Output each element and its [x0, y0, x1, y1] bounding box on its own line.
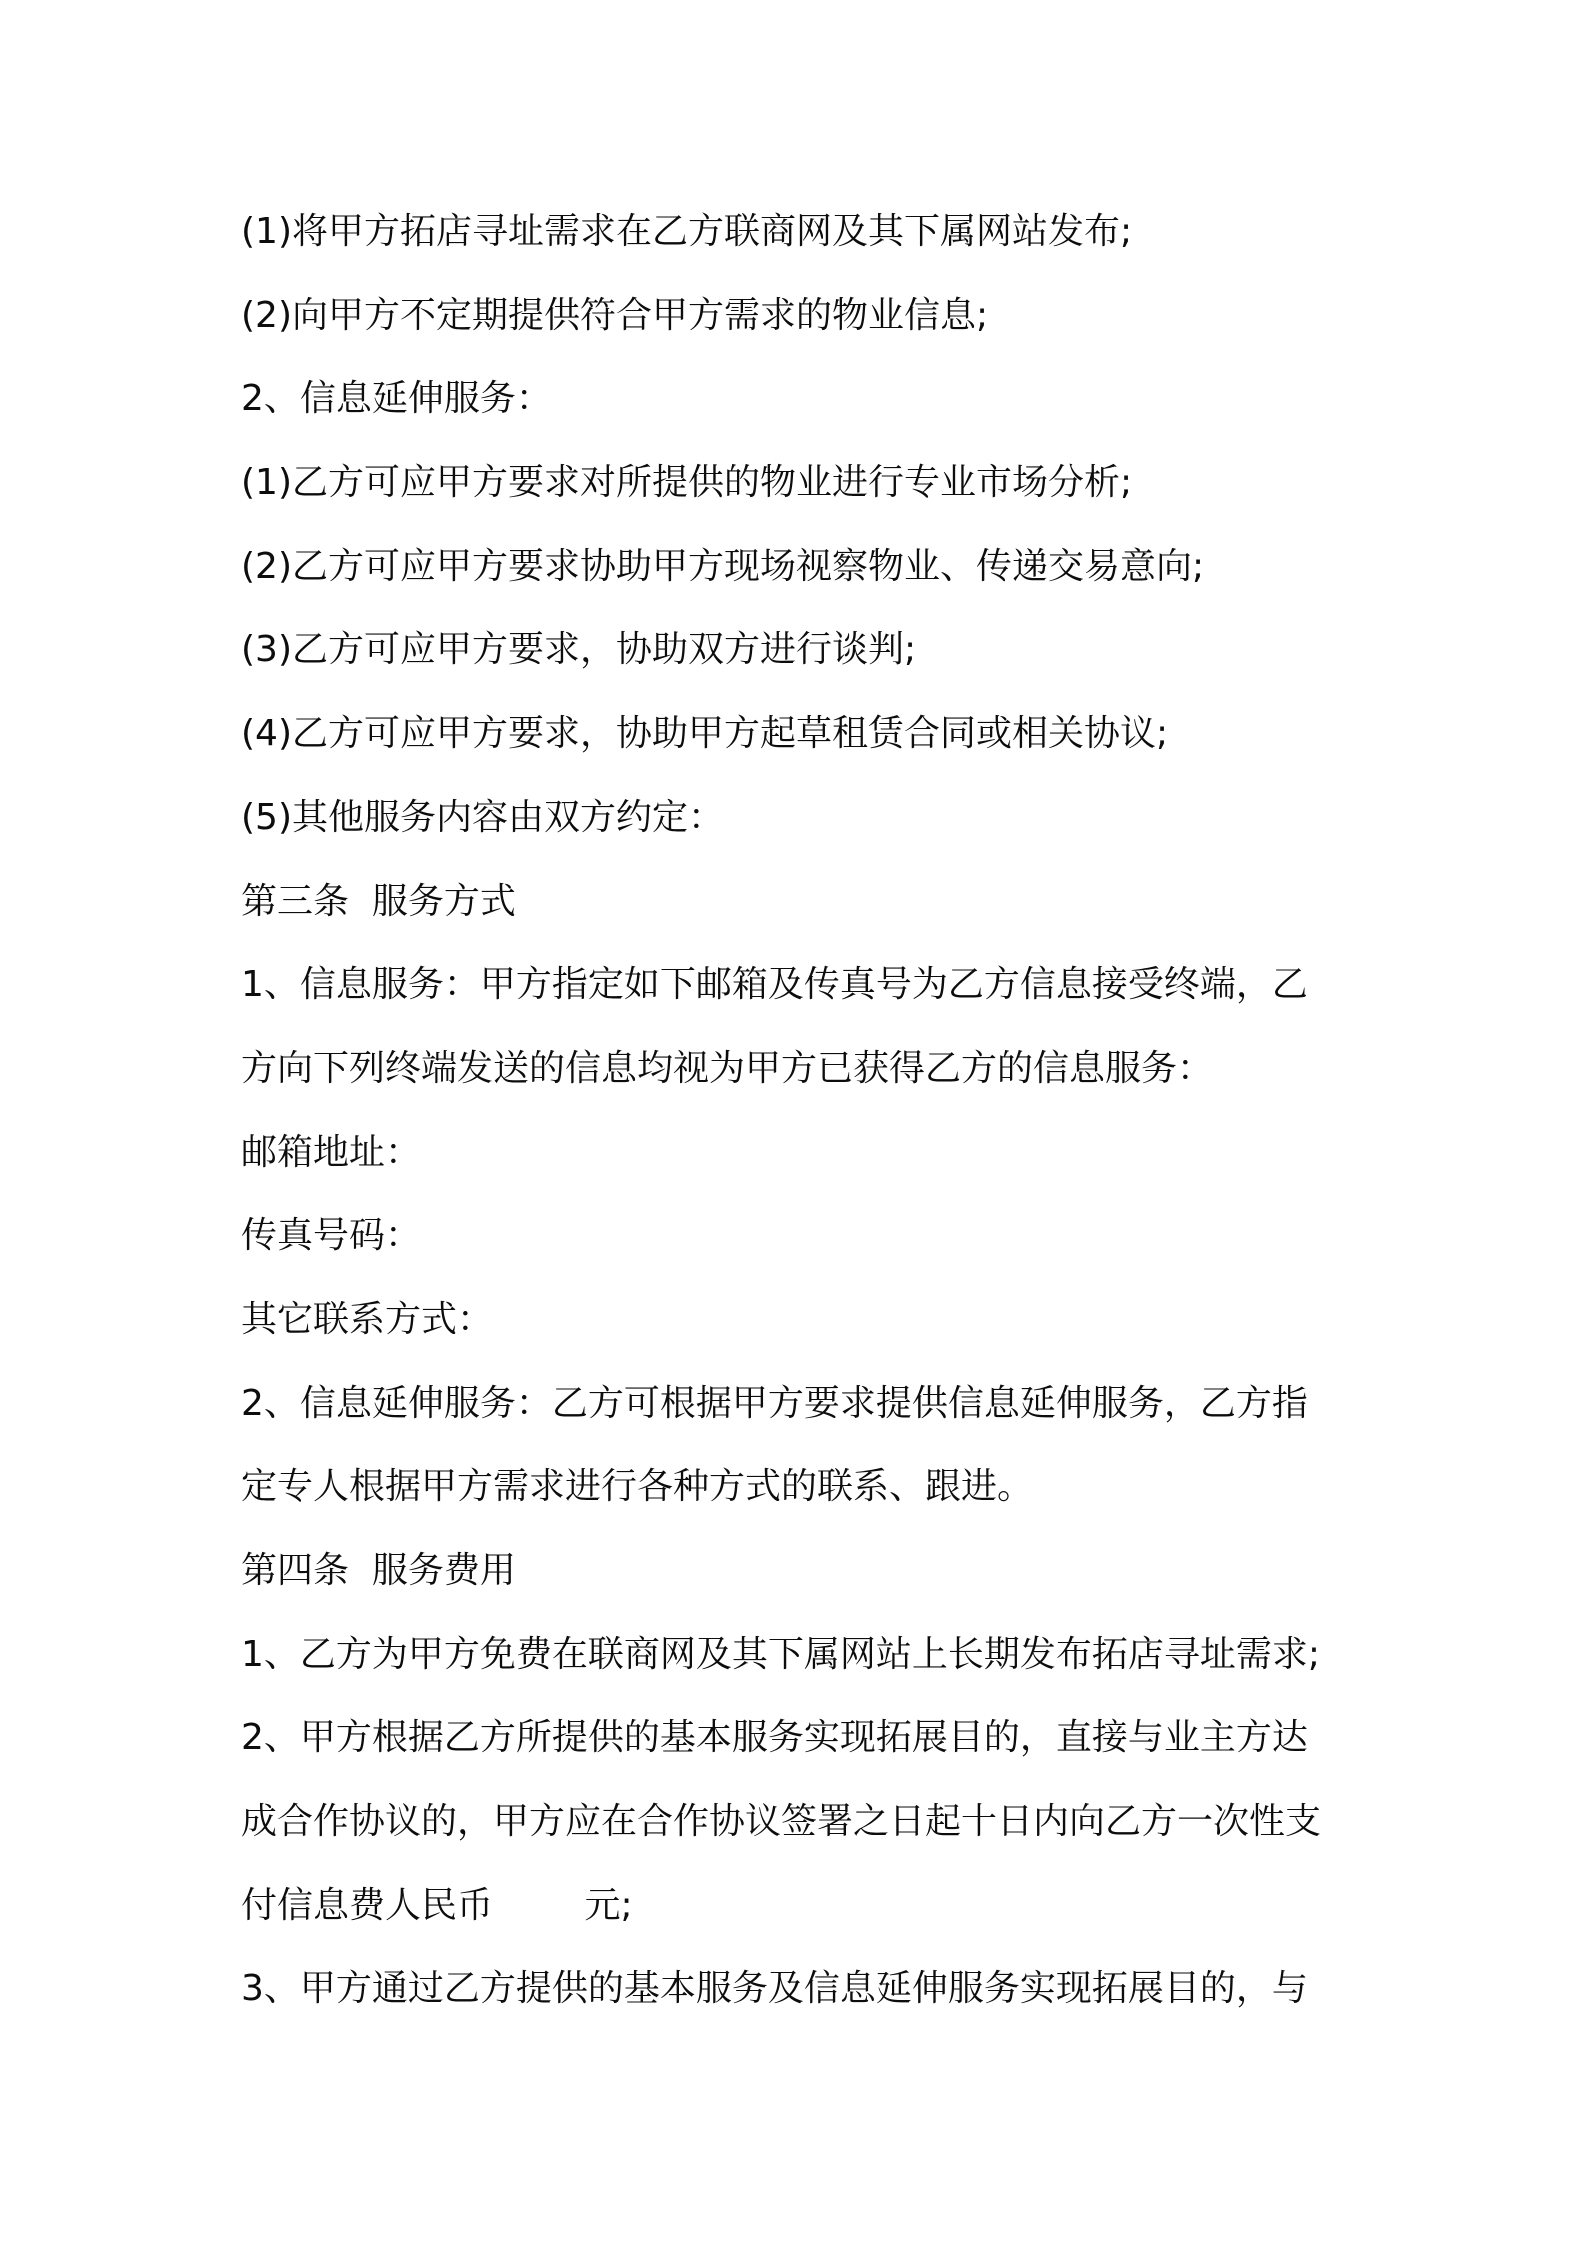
- clause-line: 2、甲方根据乙方所提供的基本服务实现拓展目的，直接与业主方达: [241, 1717, 1308, 1759]
- email-field-label: 邮箱地址：: [241, 1131, 422, 1173]
- clause-line: 付信息费人民币 元;: [241, 1884, 633, 1926]
- contract-text: [241, 190, 1361, 2031]
- clause-line: (5)其他服务内容由双方约定：: [241, 796, 724, 838]
- clause-line: 1、乙方为甲方免费在联商网及其下属网站上长期发布拓店寻址需求;: [241, 1633, 1321, 1675]
- clause-line: (2)向甲方不定期提供符合甲方需求的物业信息;: [241, 294, 989, 336]
- clause-line: (3)乙方可应甲方要求，协助双方进行谈判;: [241, 629, 917, 671]
- clause-line: 定专人根据甲方需求进行各种方式的联系、跟进。: [241, 1466, 1034, 1508]
- clause-line: (4)乙方可应甲方要求，协助甲方起草租赁合同或相关协议;: [241, 713, 1169, 755]
- clause-line: 3、甲方通过乙方提供的基本服务及信息延伸服务实现拓展目的，与: [241, 1968, 1308, 2010]
- clause-line: 成合作协议的，甲方应在合作协议签署之日起十日内向乙方一次性支: [241, 1801, 1322, 1843]
- clause-line: 方向下列终端发送的信息均视为甲方已获得乙方的信息服务：: [241, 1047, 1214, 1089]
- other-contact-field-label: 其它联系方式：: [241, 1298, 494, 1340]
- article-heading: 第四条 服务费用: [241, 1550, 516, 1591]
- fax-field-label: 传真号码：: [241, 1215, 422, 1257]
- article-heading: 第三条 服务方式: [241, 880, 516, 922]
- clause-line: (2)乙方可应甲方要求协助甲方现场视察物业、传递交易意向;: [241, 545, 1205, 587]
- clause-line: (1)乙方可应甲方要求对所提供的物业进行专业市场分析;: [241, 462, 1133, 504]
- clause-line: 2、信息延伸服务：乙方可根据甲方要求提供信息延伸服务，乙方指: [241, 1382, 1308, 1424]
- clause-line: 2、信息延伸服务：: [241, 378, 552, 420]
- clause-line: (1)将甲方拓店寻址需求在乙方联商网及其下属网站发布;: [241, 211, 1133, 252]
- clause-line: 1、信息服务：甲方指定如下邮箱及传真号为乙方信息接受终端，乙: [241, 964, 1308, 1006]
